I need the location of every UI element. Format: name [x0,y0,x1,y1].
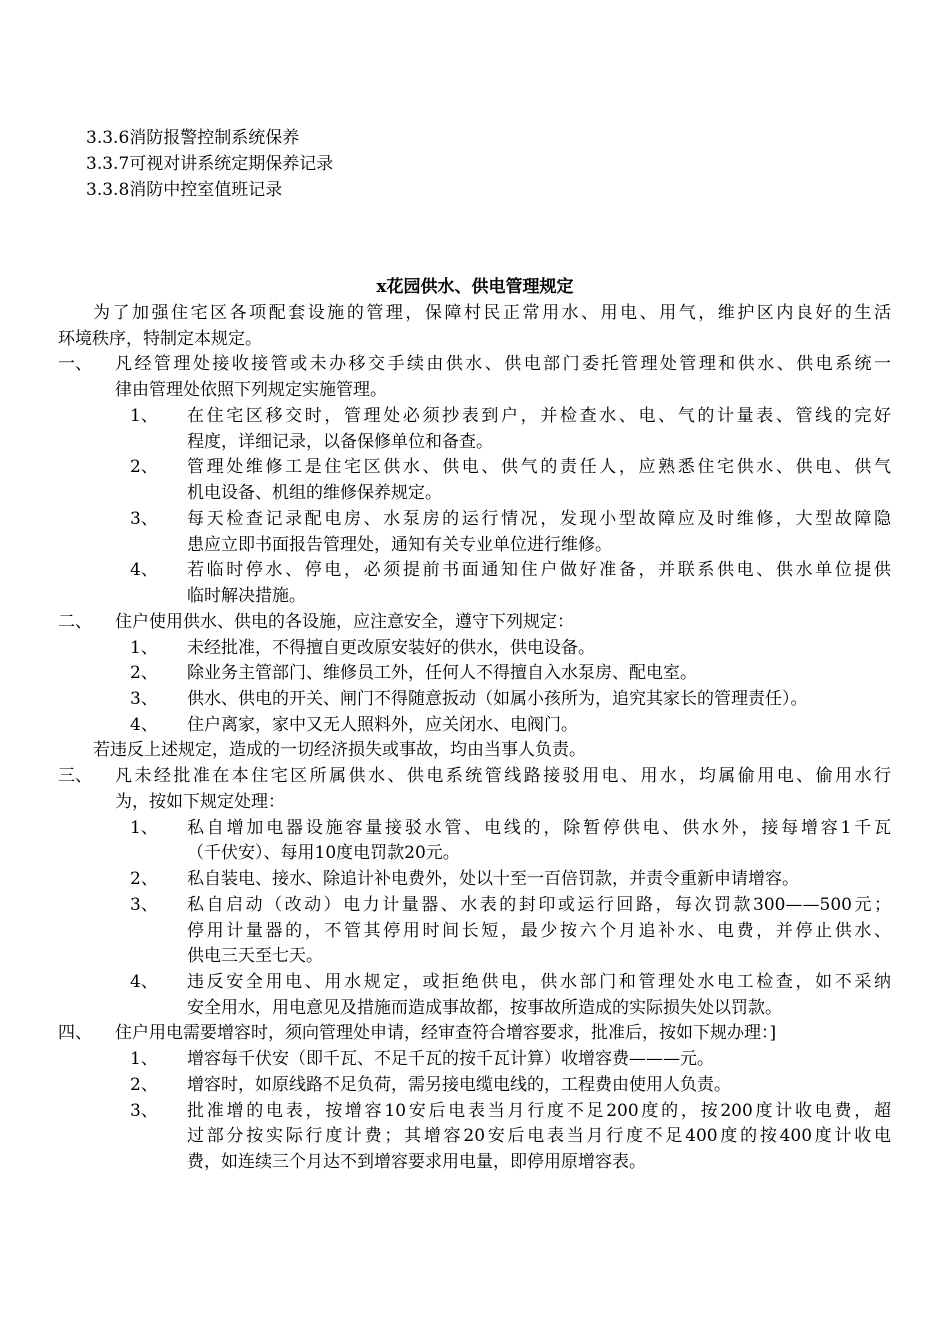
section-text: 凡经管理处接收接管或未办移交手续由供水、供电部门委托管理处管理和供水、供电系统一 [115,354,891,374]
item-number: 3、 [130,895,158,915]
item-number: 3、 [130,689,158,709]
section-number: 三、 [58,766,92,786]
item-text: 临时解决措施。 [187,586,306,606]
item-text: 未经批准，不得擅自更改原安装好的供水，供电设备。 [187,638,595,658]
item-text: 私自启动（改动）电力计量器、水表的封印或运行回路，每次罚款300——500元； [187,895,891,915]
item-number: 1、 [130,406,158,426]
item-text: 费，如连续三个月达不到增容要求用电量，即停用原增容表。 [187,1152,646,1172]
item-text: 供水、供电的开关、闸门不得随意扳动（如属小孩所为，追究其家长的管理责任）。 [187,689,808,709]
item-text: 增容每千伏安（即千瓦、不足千瓦的按千瓦计算）收增容费———元。 [187,1049,714,1069]
item-text: 若临时停水、停电，必须提前书面通知住户做好准备，并联系供电、供水单位提供 [187,560,891,580]
item-text: 违反安全用电、用水规定，或拒绝供电，供水部门和管理处水电工检查，如不采纳 [187,972,891,992]
section-text: 凡未经批准在本住宅区所属供水、供电系统管线路接驳用电、用水，均属偷用电、偷用水行 [115,766,891,786]
section-number: 二、 [58,612,92,632]
section-text: 住户使用供水、供电的各设施，应注意安全，遵守下列规定： [115,612,574,632]
item-text: 私自增加电器设施容量接驳水管、电线的，除暂停供电、供水外，接每增容1千瓦 [187,818,891,838]
item-text: 批准增的电表，按增容10安后电表当月行度不足200度的，按200度计收电费，超 [187,1101,891,1121]
item-number: 4、 [130,715,158,735]
item-number: 4、 [130,560,158,580]
toc-item: 3.3.6消防报警控制系统保养 [86,128,300,148]
section-number: 四、 [58,1023,92,1043]
item-text: 安全用水，用电意见及措施而造成事故都，按事故所造成的实际损失处以罚款。 [187,998,782,1018]
item-number: 3、 [130,509,158,529]
section-note: 若违反上述规定，造成的一切经济损失或事故，均由当事人负责。 [93,740,586,760]
section-number: 一、 [58,354,92,374]
section-text: 律由管理处依照下列规定实施管理。 [115,380,387,400]
item-number: 3、 [130,1101,158,1121]
item-text: 在住宅区移交时，管理处必须抄表到户，并检查水、电、气的计量表、管线的完好 [187,406,891,426]
item-text: 过部分按实际行度计费；其增容20安后电表当月行度不足400度的按400度计收电 [187,1126,891,1146]
item-text: 增容时，如原线路不足负荷，需另接电缆电线的，工程费由使用人负责。 [187,1075,731,1095]
item-number: 2、 [130,869,158,889]
intro-line: 为了加强住宅区各项配套设施的管理，保障村民正常用水、用电、用气，维护区内良好的生活 [93,303,891,323]
item-number: 1、 [130,638,158,658]
item-number: 1、 [130,818,158,838]
item-text: 机电设备、机组的维修保养规定。 [187,483,442,503]
item-text: 供电三天至七天。 [187,946,323,966]
item-number: 4、 [130,972,158,992]
item-text: 患应立即书面报告管理处，通知有关专业单位进行维修。 [187,535,612,555]
item-number: 2、 [130,663,158,683]
section-text: 住户用电需要增容时，须向管理处申请，经审查符合增容要求，批准后，按如下规办理：] [115,1023,777,1043]
toc-item: 3.3.8消防中控室值班记录 [86,180,283,200]
item-number: 1、 [130,1049,158,1069]
item-number: 2、 [130,457,158,477]
item-text: 住户离家，家中又无人照料外，应关闭水、电阀门。 [187,715,578,735]
item-text: 私自装电、接水、除追计补电费外，处以十至一百倍罚款，并责令重新申请增容。 [187,869,799,889]
item-text: 每天检查记录配电房、水泵房的运行情况，发现小型故障应及时维修，大型故障隐 [187,509,891,529]
item-text: 程度，详细记录，以备保修单位和备查。 [187,432,493,452]
item-number: 2、 [130,1075,158,1095]
item-text: （千伏安）、每用10度电罚款20元。 [187,843,460,863]
intro-line: 环境秩序，特制定本规定。 [58,329,262,349]
toc-item: 3.3.7可视对讲系统定期保养记录 [86,154,334,174]
item-text: 停用计量器的，不管其停用时间长短，最少按六个月追补水、电费，并停止供水、 [187,921,891,941]
section-text: 为，按如下规定处理： [115,792,285,812]
item-text: 管理处维修工是住宅区供水、供电、供气的责任人，应熟悉住宅供水、供电、供气 [187,457,891,477]
item-text: 除业务主管部门、维修员工外，任何人不得擅自入水泵房、配电室。 [187,663,697,683]
document-title: x花园供水、供电管理规定 [376,277,574,297]
